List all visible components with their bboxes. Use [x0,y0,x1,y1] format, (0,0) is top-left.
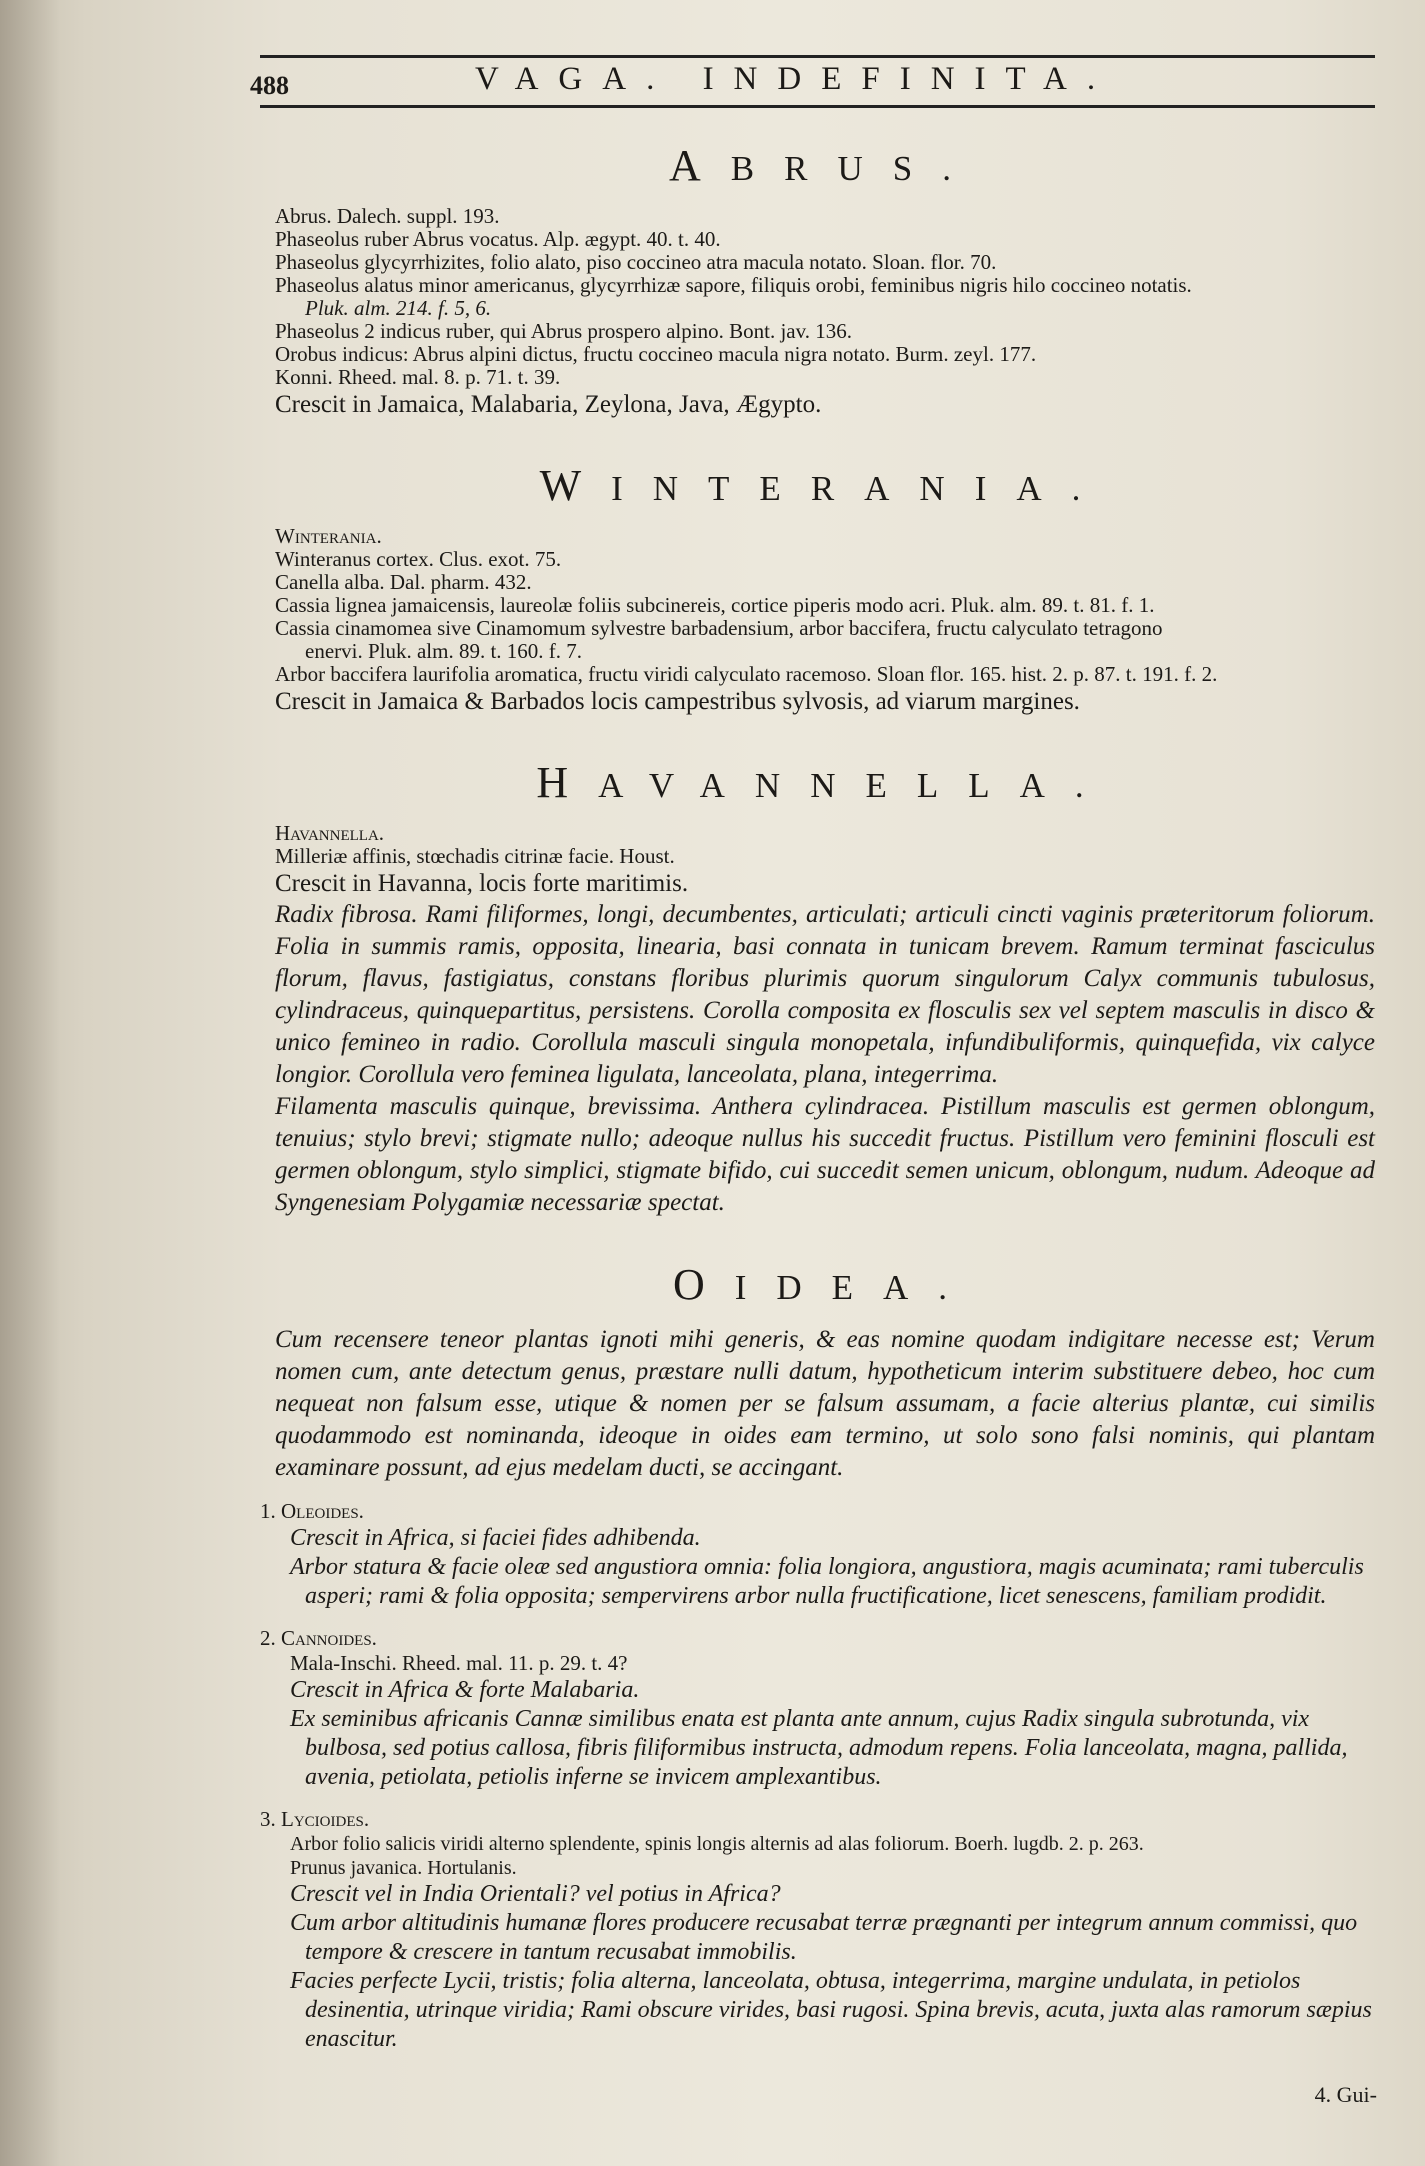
reference-line: Cassia lignea jamaicensis, laureolæ foliis subcinereis, cortice piperis modo acri. Pluk. alm. 89. t. 81. f. 1. [275,593,1155,617]
genus-title-abrus: ABRUS. [669,141,981,190]
reference-line: Phaseolus glycyrrhizites, folio alato, piso coccineo atra macula notato. Sloan. flor. 70. [275,250,997,274]
species-heading: 2. Cannoides. [260,1626,377,1650]
species-text: Crescit in Africa & forte Malabaria. [290,1677,640,1703]
species-cannoides [260,1625,1375,1792]
species-heading: 1. Oleoides. [260,1499,364,1523]
reference-line: Winterania. [275,524,382,548]
genus-oidea [260,1259,1375,2054]
page-body [260,140,1375,2094]
reference-line: enervi. Pluk. alm. 89. t. 160. f. 7. [305,639,583,663]
catchword: 4. Gui- [1314,2082,1377,2107]
intro-paragraph: Cum recensere teneor plantas ignoti mihi generis, & eas nomine quodam indigitare necesse est; Verum nomen cum, ante detectum genus, præstare nulli datum, hypotheticum interim substituere debeo, hoc cum nequeat non falsum esse, utique & nomen per se falsum assumam, a facie alterius plantæ, cui similis quodammodo est nominanda, ideoque in oides eam termino, ut solo sono falsi nominis, qui plantam examinare possunt, ad ejus medelam ducti, se accingant. [275,1326,1375,1481]
genus-title-oidea: OIDEA. [672,1260,978,1309]
header-rule-bottom [260,105,1375,108]
genus-title-havannella: HAVANNELLA. [536,758,1114,807]
species-lycioides [260,1806,1375,2054]
habitat-line: Crescit in Havanna, locis forte maritimis. [275,870,689,897]
species-oleoides [260,1498,1375,1611]
genus-title-winterania: WINTERANIA. [539,461,1111,510]
species-text: Crescit in Africa, si faciei fides adhibenda. [290,1525,701,1551]
reference-line: Canella alba. Dal. pharm. 432. [275,570,532,594]
reference-line: Abrus. Dalech. suppl. 193. [275,204,500,228]
reference-line: Phaseolus ruber Abrus vocatus. Alp. ægypt. 40. t. 40. [275,227,721,251]
species-heading: 3. Lycioides. [260,1807,370,1831]
page-header [250,55,1375,110]
species-text: Prunus javanica. Hortulanis. [290,1857,517,1879]
habitat-line: Crescit in Jamaica, Malabaria, Zeylona, Java, Ægypto. [275,391,822,418]
page-shadow [0,0,60,2166]
reference-line: Cassia cinamomea sive Cinamomum sylvestre barbadensium, arbor baccifera, fructu calyculato tetragono [275,616,1163,640]
description-paragraph: Filamenta masculis quinque, brevissima. Anthera cylindracea. Pistillum masculis est germen oblongum, tenuius; stylo brevi; stigmate nullo; adeoque nullus his succedit fructus. Pistillum vero feminini flosculi est germen oblongum, stylo simplici, stigmate bifido, cui succedit semen unicum, oblongum, nudum. Adeoque ad Syngenesiam Polygamiæ necessariæ spectat. [275,1093,1375,1216]
genus-havannella [275,757,1375,1219]
reference-line: Phaseolus 2 indicus ruber, qui Abrus prospero alpino. Bont. jav. 136. [275,319,852,343]
species-text: Ex seminibus africanis Cannæ similibus enata est planta ante annum, cujus Radix singula subrotunda, vix bulbosa, sed potius callosa, fibris filiformibus instructa, admodum repens. Folia lanceolata, magna, pallida, avenia, petiolata, petiolis inferne se invicem amplexantibus. [290,1706,1348,1790]
reference-line: Havannella. [275,821,385,845]
header-rule-top [260,55,1375,58]
reference-line: Milleriæ affinis, stœchadis citrinæ facie. Houst. [275,844,675,868]
species-text: Cum arbor altitudinis humanæ flores producere recusabat terræ prægnanti per integrum annum commissi, quo tempore & crescere in tantum recusabat immobilis. [290,1910,1358,1965]
reference-line: Arbor baccifera laurifolia aromatica, fructu viridi calyculato racemoso. Sloan flor. 165. hist. 2. p. 87. t. 191. f. 2. [275,662,1218,686]
species-text: Crescit vel in India Orientali? vel potius in Africa? [290,1881,781,1907]
species-text: Mala-Inschi. Rheed. mal. 11. p. 29. t. 4? [290,1651,628,1675]
reference-line: Konni. Rheed. mal. 8. p. 71. t. 39. [275,365,561,389]
reference-line: Winteranus cortex. Clus. exot. 75. [275,547,562,571]
running-head: VAGA. INDEFINITA. [475,61,1116,97]
species-text: Arbor statura & facie oleæ sed angustiora omnia: folia longiora, angustiora, magis acuminata; rami tuberculis asperi; rami & folia opposita; sempervirens arbor nulla fructificatione, licet senescens, familiam prodidit. [290,1554,1364,1609]
genus-winterania [275,460,1375,717]
reference-line: Phaseolus alatus minor americanus, glycyrrhizæ sapore, filiquis orobi, feminibus nigris hilo coccineo notatis. [275,273,1192,297]
reference-line: Pluk. alm. 214. f. 5, 6. [305,296,492,320]
page-number: 488 [250,71,289,100]
species-text: Arbor folio salicis viridi alterno splendente, spinis longis alternis ad alas foliorum. Boerh. lugdb. 2. p. 263. [290,1833,1144,1855]
description-paragraph: Radix fibrosa. Rami filiformes, longi, decumbentes, articulati; articuli cincti vaginis præteritorum foliorum. Folia in summis ramis, opposita, linearia, basi connata in tunicam brevem. Ramum terminat fasciculus florum, flavus, fastigiatus, constans floribus plurimis quorum singulorum Calyx communis tubulosus, cylindraceus, quinquepartitus, persistens. Corolla composita ex flosculis sex vel septem masculis in disco & unico femineo in radio. Corollula masculi singula monopetala, infundibuliformis, quinquefida, vix calyce longior. Corollula vero feminea ligulata, lanceolata, plana, integerrima. [275,901,1375,1088]
genus-abrus [275,140,1375,420]
reference-line: Orobus indicus: Abrus alpini dictus, fructu coccineo macula nigra notato. Burm. zeyl. 177. [275,342,1037,366]
species-text: Facies perfecte Lycii, tristis; folia alterna, lanceolata, obtusa, integerrima, margine undulata, in petiolos desinentia, utrinque viridia; Rami obscure virides, basi rugosi. Spina brevis, acuta, juxta alas ramorum sæpius enascitur. [290,1968,1372,2052]
habitat-line: Crescit in Jamaica & Barbados locis campestribus sylvosis, ad viarum margines. [275,688,1080,715]
